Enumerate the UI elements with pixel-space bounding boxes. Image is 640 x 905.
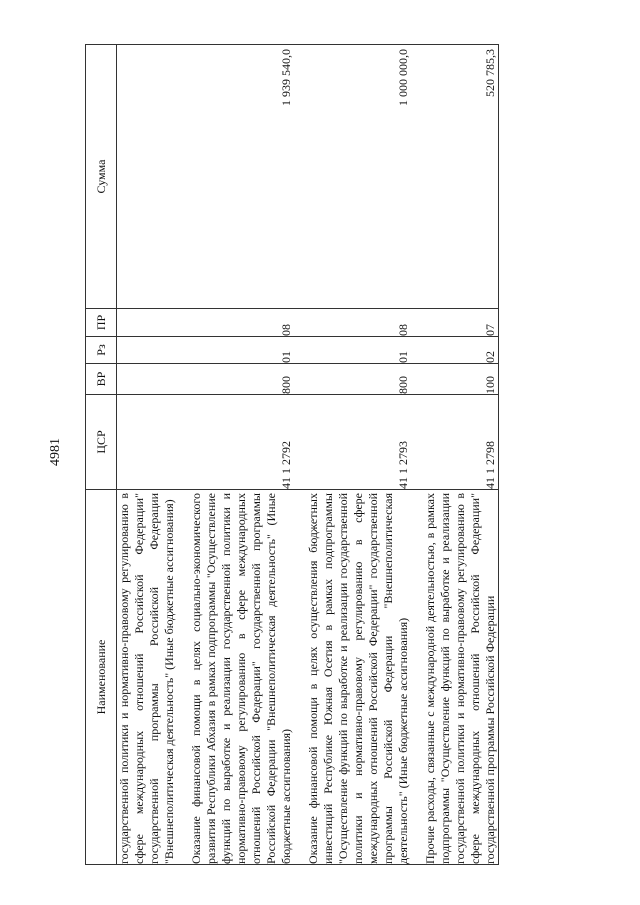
header-csr: ЦСР — [86, 395, 117, 490]
row-name: Оказание финансовой помощи в целях социально-экономического развития Республики Абхазия в рамках подпрограммы "Осуществление функций по выработке и реализации государственной политики и нормативно-правовому регулированию в сфере международных отношений Российской Федерации" государственной программы Российской Федерации "Внешнеполитическая деятельность" (Иные бюджетные ассигнования) — [189, 490, 294, 865]
table-header-row — [86, 45, 117, 865]
row-vr: 800 — [189, 364, 294, 395]
table-row — [306, 45, 411, 865]
row-pr: 08 — [189, 309, 294, 337]
row-sum: 1 939 540,0 — [189, 45, 294, 309]
table-row — [117, 45, 178, 865]
row-vr: 100 — [423, 364, 499, 395]
row-sum: 1 000 000,0 — [306, 45, 411, 309]
row-csr: 41 1 2793 — [306, 395, 411, 490]
page-number-text: 4981 — [48, 438, 63, 466]
row-rz: 01 — [189, 337, 294, 364]
row-vr: 800 — [306, 364, 411, 395]
rotated-page-content — [85, 45, 585, 865]
row-spacer — [177, 45, 189, 865]
table-row — [423, 45, 499, 865]
row-csr: 41 1 2798 — [423, 395, 499, 490]
row-vr — [117, 364, 178, 395]
header-pr: ПР — [86, 309, 117, 337]
row-pr: 07 — [423, 309, 499, 337]
row-pr: 08 — [306, 309, 411, 337]
table-row — [189, 45, 294, 865]
row-spacer — [294, 45, 306, 865]
row-rz — [117, 337, 178, 364]
row-sum — [117, 45, 178, 309]
row-name: государственной политики и нормативно-правовому регулированию в сфере международных отношений Российской Федерации" государственной программы Российской Федерации "Внешнеполитическая деятельность" (Иные бюджетные ассигнования) — [117, 490, 178, 865]
row-pr — [117, 309, 178, 337]
header-rz: Рз — [86, 337, 117, 364]
header-sum: Сумма — [86, 45, 117, 309]
row-csr: 41 1 2792 — [189, 395, 294, 490]
header-name: Наименование — [86, 490, 117, 865]
row-csr — [117, 395, 178, 490]
row-name: Оказание финансовой помощи в целях осуществления бюджетных инвестиций Республике Южная Осетия в рамках подпрограммы "Осуществление функций по выработке и реализации государственной политики и нормативно-правовому регулированию в сфере международных отношений Российской Федерации" государственной программы Российской Федерации "Внешнеполитическая деятельность" (Иные бюджетные ассигнования) — [306, 490, 411, 865]
header-vr: ВР — [86, 364, 117, 395]
row-rz: 01 — [306, 337, 411, 364]
budget-table — [85, 44, 499, 865]
row-sum: 520 785,3 — [423, 45, 499, 309]
row-name: Прочие расходы, связанные с международной деятельностью, в рамках подпрограммы "Осуществление функций по выработке и реализации государственной политики и нормативно-правовому регулированию в сфере международных отношений Российской Федерации" государственной программы Российской Федерации — [423, 490, 499, 865]
row-rz: 02 — [423, 337, 499, 364]
row-spacer — [411, 45, 423, 865]
